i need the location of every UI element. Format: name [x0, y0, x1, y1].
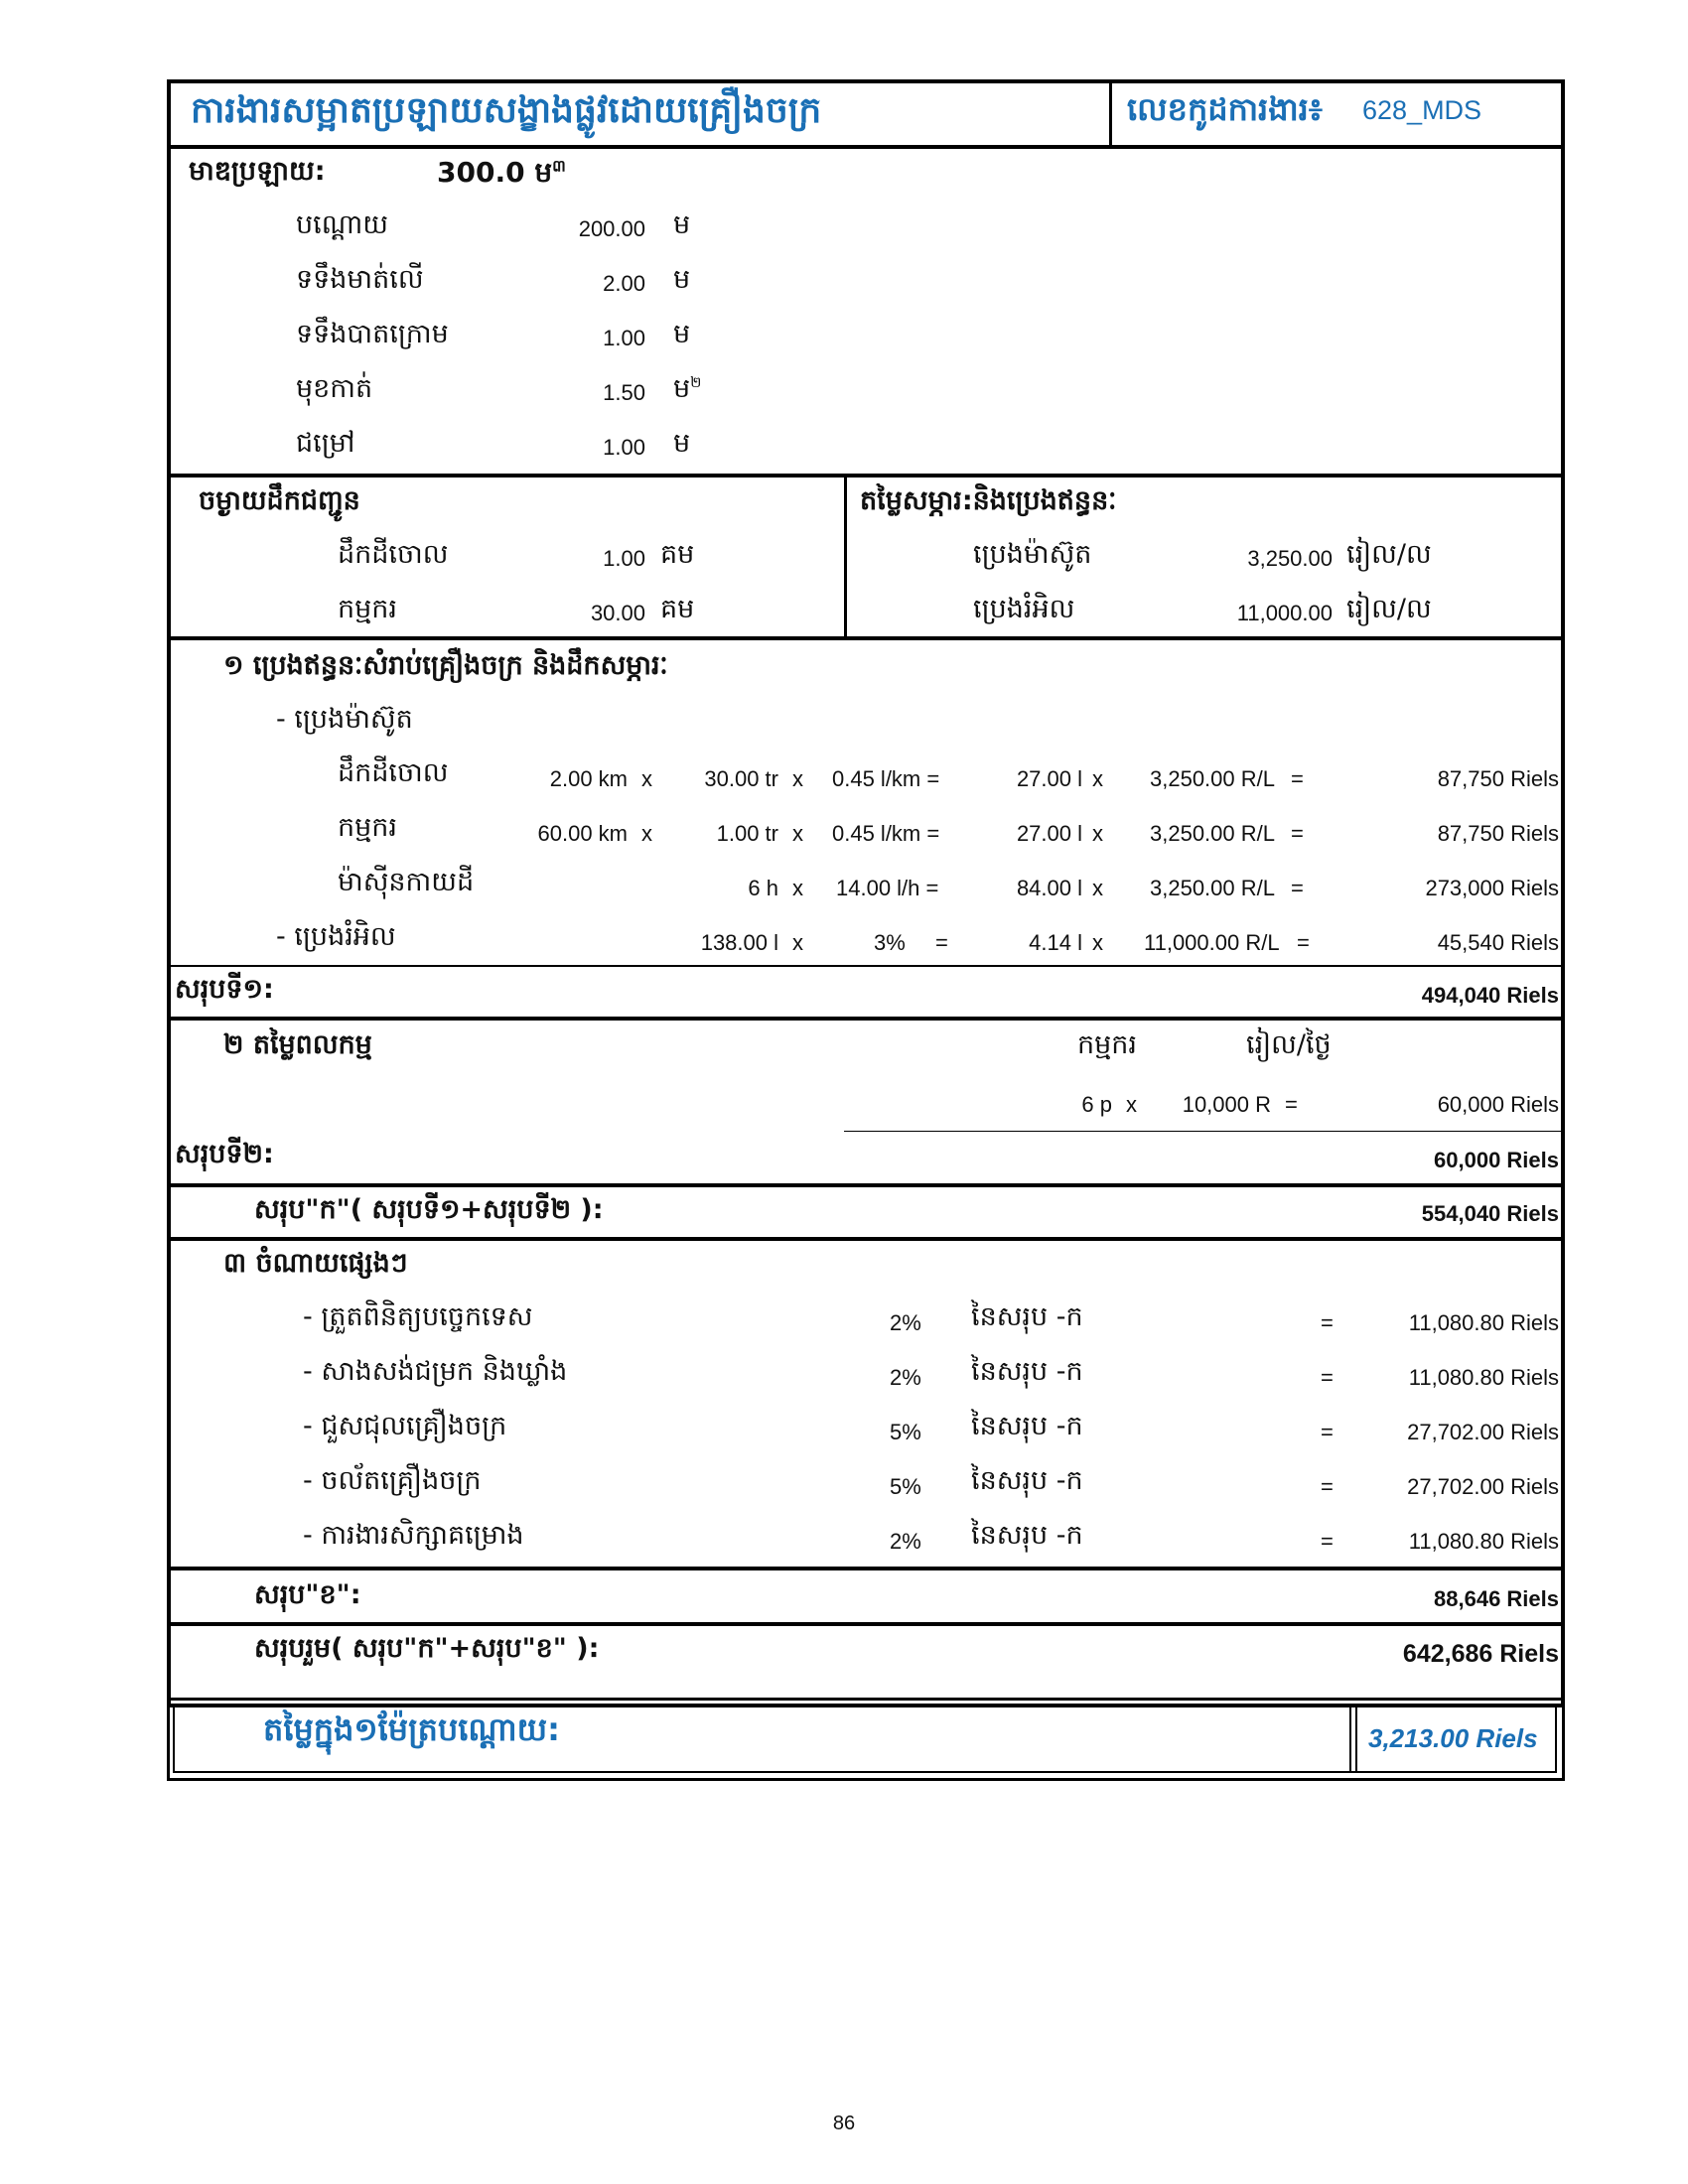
- multiply-sign: x: [1092, 876, 1103, 900]
- lube-base-liters: 138.00 l: [700, 930, 778, 955]
- fuel-price: 3,250.00 R/L: [1150, 821, 1275, 846]
- labor-col-worker: កម្មករ: [1077, 1029, 1137, 1060]
- volume-value: 300.0 ម$^៣$: [437, 156, 566, 189]
- other-cost-base: នៃសរុប -ក: [971, 1465, 1083, 1496]
- fuel-total: 87,750 Riels: [1437, 766, 1559, 791]
- total-b-label: សរុប"ខ":: [254, 1579, 361, 1610]
- price-unit-lube: រៀល/ល: [1346, 594, 1432, 624]
- fuel-liters: 84.00 l: [1016, 876, 1082, 900]
- fuel-price: 3,250.00 R/L: [1150, 876, 1275, 900]
- diesel-sublabel: - ប្រេងម៉ាស៊ូត: [276, 704, 413, 735]
- section1-title: ១ ប្រេងឥន្ធនៈសំរាប់គ្រឿងចក្រ និងដឹកសម្ភារៈ: [223, 650, 668, 681]
- row-label: ទទឹងមាត់លើ: [296, 264, 424, 295]
- row-value: 1.00: [603, 435, 645, 460]
- distance-unit-worker: គម: [660, 594, 695, 624]
- other-cost-label: - សាងសង់ជម្រក និងឃ្លាំង: [303, 1356, 568, 1387]
- other-cost-total: 27,702.00 Riels: [1407, 1474, 1559, 1499]
- equals-sign: =: [1291, 766, 1304, 791]
- equals-sign: =: [1291, 821, 1304, 846]
- distance-label: ចម្ងាយដឹកជញ្ជូន: [199, 485, 360, 516]
- other-cost-base: នៃសរុប -ក: [971, 1411, 1083, 1441]
- fuel-rate: 0.45 l/km =: [832, 766, 940, 791]
- row-label: ទទឹងបាតក្រោម: [296, 319, 449, 349]
- other-cost-percent: 2%: [890, 1529, 921, 1554]
- total-a-label: សរុប"ក"( សរុបទី១+សរុបទី២ ):: [254, 1194, 604, 1225]
- labor-col-rate: រៀល/ថ្ងៃ: [1246, 1029, 1332, 1060]
- multiply-sign: x: [641, 766, 652, 791]
- labor-rate: 10,000 R: [1182, 1092, 1271, 1117]
- page-number: 86: [832, 2113, 856, 2134]
- row-label: បណ្ដោយ: [296, 209, 388, 240]
- other-cost-total: 11,080.80 Riels: [1408, 1529, 1559, 1554]
- equals-sign: =: [1285, 1092, 1298, 1117]
- lube-price: 11,000.00 R/L: [1144, 930, 1280, 955]
- other-cost-total: 11,080.80 Riels: [1408, 1310, 1559, 1335]
- equals-sign: =: [1321, 1310, 1334, 1335]
- lube-label: - ប្រេងរំអិល: [276, 921, 396, 952]
- other-cost-label: - ជួសជុលគ្រឿងចក្រ: [303, 1411, 507, 1441]
- lube-liters: 4.14 l: [1029, 930, 1082, 955]
- unit-price-label: តម្លៃក្នុង១ម៉ែត្របណ្ដោយ:: [263, 1710, 560, 1748]
- fuel-row-label: កម្មករ: [338, 812, 397, 843]
- fuel-trips: 1.00 tr: [716, 821, 778, 846]
- distance-label-dump: ដឹកដីចោល: [338, 539, 449, 570]
- fuel-total: 87,750 Riels: [1437, 821, 1559, 846]
- subtotal1-value: 494,040 Riels: [1421, 983, 1559, 1008]
- equals-sign: =: [1297, 930, 1310, 955]
- total-b-value: 88,646 Riels: [1434, 1586, 1559, 1611]
- distance-label-worker: កម្មករ: [338, 594, 397, 624]
- grand-total-value: 642,686 Riels: [1402, 1640, 1559, 1668]
- fuel-trips: 30.00 tr: [704, 766, 778, 791]
- section3-title: ៣ ចំណាយផ្សេងៗ: [223, 1248, 408, 1279]
- multiply-sign: x: [792, 876, 803, 900]
- subtotal2-value: 60,000 Riels: [1434, 1148, 1559, 1172]
- row-unit: ម: [673, 319, 691, 349]
- equals-sign: =: [1291, 876, 1304, 900]
- work-code-label: លេខកូដការងារ៖: [1127, 90, 1323, 128]
- row-value: 1.00: [603, 326, 645, 350]
- equals-sign: =: [1321, 1529, 1334, 1554]
- other-cost-base: នៃសរុប -ក: [971, 1301, 1083, 1332]
- price-value-diesel: 3,250.00: [1247, 546, 1333, 571]
- other-cost-total: 11,080.80 Riels: [1408, 1365, 1559, 1390]
- other-cost-base: នៃសរុប -ក: [971, 1520, 1083, 1551]
- fuel-liters: 27.00 l: [1016, 766, 1082, 791]
- price-label-lube: ប្រេងរំអិល: [973, 594, 1075, 624]
- other-cost-base: នៃសរុប -ក: [971, 1356, 1083, 1387]
- fuel-hours: 6 h: [748, 876, 778, 900]
- page-title: ការងារសម្អាតប្រឡាយសង្ខាងផ្លូវដោយគ្រឿងចក្រ: [191, 90, 822, 131]
- equals-sign: =: [1321, 1474, 1334, 1499]
- multiply-sign: x: [792, 930, 803, 955]
- multiply-sign: x: [792, 821, 803, 846]
- row-value: 200.00: [578, 216, 645, 241]
- multiply-sign: x: [792, 766, 803, 791]
- multiply-sign: x: [1092, 821, 1103, 846]
- work-code-value: 628_MDS: [1362, 95, 1482, 125]
- other-cost-percent: 5%: [890, 1474, 921, 1499]
- other-cost-label: - ចល័តគ្រឿងចក្រ: [303, 1465, 482, 1496]
- subtotal1-label: សរុបទី១:: [175, 974, 274, 1005]
- lube-percent: 3%: [874, 930, 906, 955]
- multiply-sign: x: [1092, 766, 1103, 791]
- other-cost-percent: 2%: [890, 1365, 921, 1390]
- other-cost-percent: 2%: [890, 1310, 921, 1335]
- row-unit: ម: [673, 428, 691, 459]
- volume-label: មាឌប្រឡាយ:: [189, 156, 326, 187]
- other-cost-percent: 5%: [890, 1420, 921, 1444]
- price-unit-diesel: រៀល/ល: [1346, 539, 1432, 570]
- fuel-rate: 0.45 l/km =: [832, 821, 940, 846]
- row-value: 2.00: [603, 271, 645, 296]
- row-unit: ម$^២$: [673, 373, 702, 404]
- equals-sign: =: [935, 930, 948, 955]
- distance-value-worker: 30.00: [590, 601, 645, 625]
- price-label-diesel: ប្រេងម៉ាស៊ូត: [973, 539, 1092, 570]
- multiply-sign: x: [641, 821, 652, 846]
- multiply-sign: x: [1092, 930, 1103, 955]
- fuel-distance: 60.00 km: [537, 821, 628, 846]
- other-cost-label: - ការងារសិក្សាគម្រោង: [303, 1520, 524, 1551]
- labor-workers: 6 p: [1081, 1092, 1112, 1117]
- row-label: ជម្រៅ: [296, 428, 355, 459]
- labor-total: 60,000 Riels: [1437, 1092, 1559, 1117]
- fuel-total: 273,000 Riels: [1425, 876, 1559, 900]
- grand-total-label: សរុបរួម( សរុប"ក"+សរុប"ខ" ):: [254, 1633, 600, 1664]
- other-cost-label: - ត្រួតពិនិត្យបច្ចេកទេស: [303, 1301, 533, 1332]
- row-value: 1.50: [603, 380, 645, 405]
- fuel-row-label: ដឹកដីចោល: [338, 757, 449, 788]
- fuel-distance: 2.00 km: [549, 766, 628, 791]
- prices-label: តម្លៃសម្ភារ:និងប្រេងឥន្ធនៈ: [860, 485, 1117, 516]
- fuel-rate: 14.00 l/h =: [836, 876, 939, 900]
- distance-unit-dump: គម: [660, 539, 695, 570]
- total-a-value: 554,040 Riels: [1421, 1201, 1559, 1226]
- subtotal2-label: សរុបទី២:: [175, 1139, 274, 1169]
- unit-price-value: 3,213.00 Riels: [1368, 1723, 1538, 1753]
- section2-title: ២ តម្លៃពលកម្ម: [223, 1029, 372, 1060]
- price-value-lube: 11,000.00: [1236, 601, 1333, 625]
- fuel-row-label: ម៉ាស៊ីនកាយដី: [338, 867, 475, 897]
- row-unit: ម: [673, 264, 691, 295]
- other-cost-total: 27,702.00 Riels: [1407, 1420, 1559, 1444]
- lube-total: 45,540 Riels: [1437, 930, 1559, 955]
- fuel-price: 3,250.00 R/L: [1150, 766, 1275, 791]
- row-label: មុខកាត់: [296, 373, 373, 404]
- equals-sign: =: [1321, 1420, 1334, 1444]
- multiply-sign: x: [1126, 1092, 1137, 1117]
- fuel-liters: 27.00 l: [1016, 821, 1082, 846]
- distance-value-dump: 1.00: [603, 546, 645, 571]
- equals-sign: =: [1321, 1365, 1334, 1390]
- row-unit: ម: [673, 209, 691, 240]
